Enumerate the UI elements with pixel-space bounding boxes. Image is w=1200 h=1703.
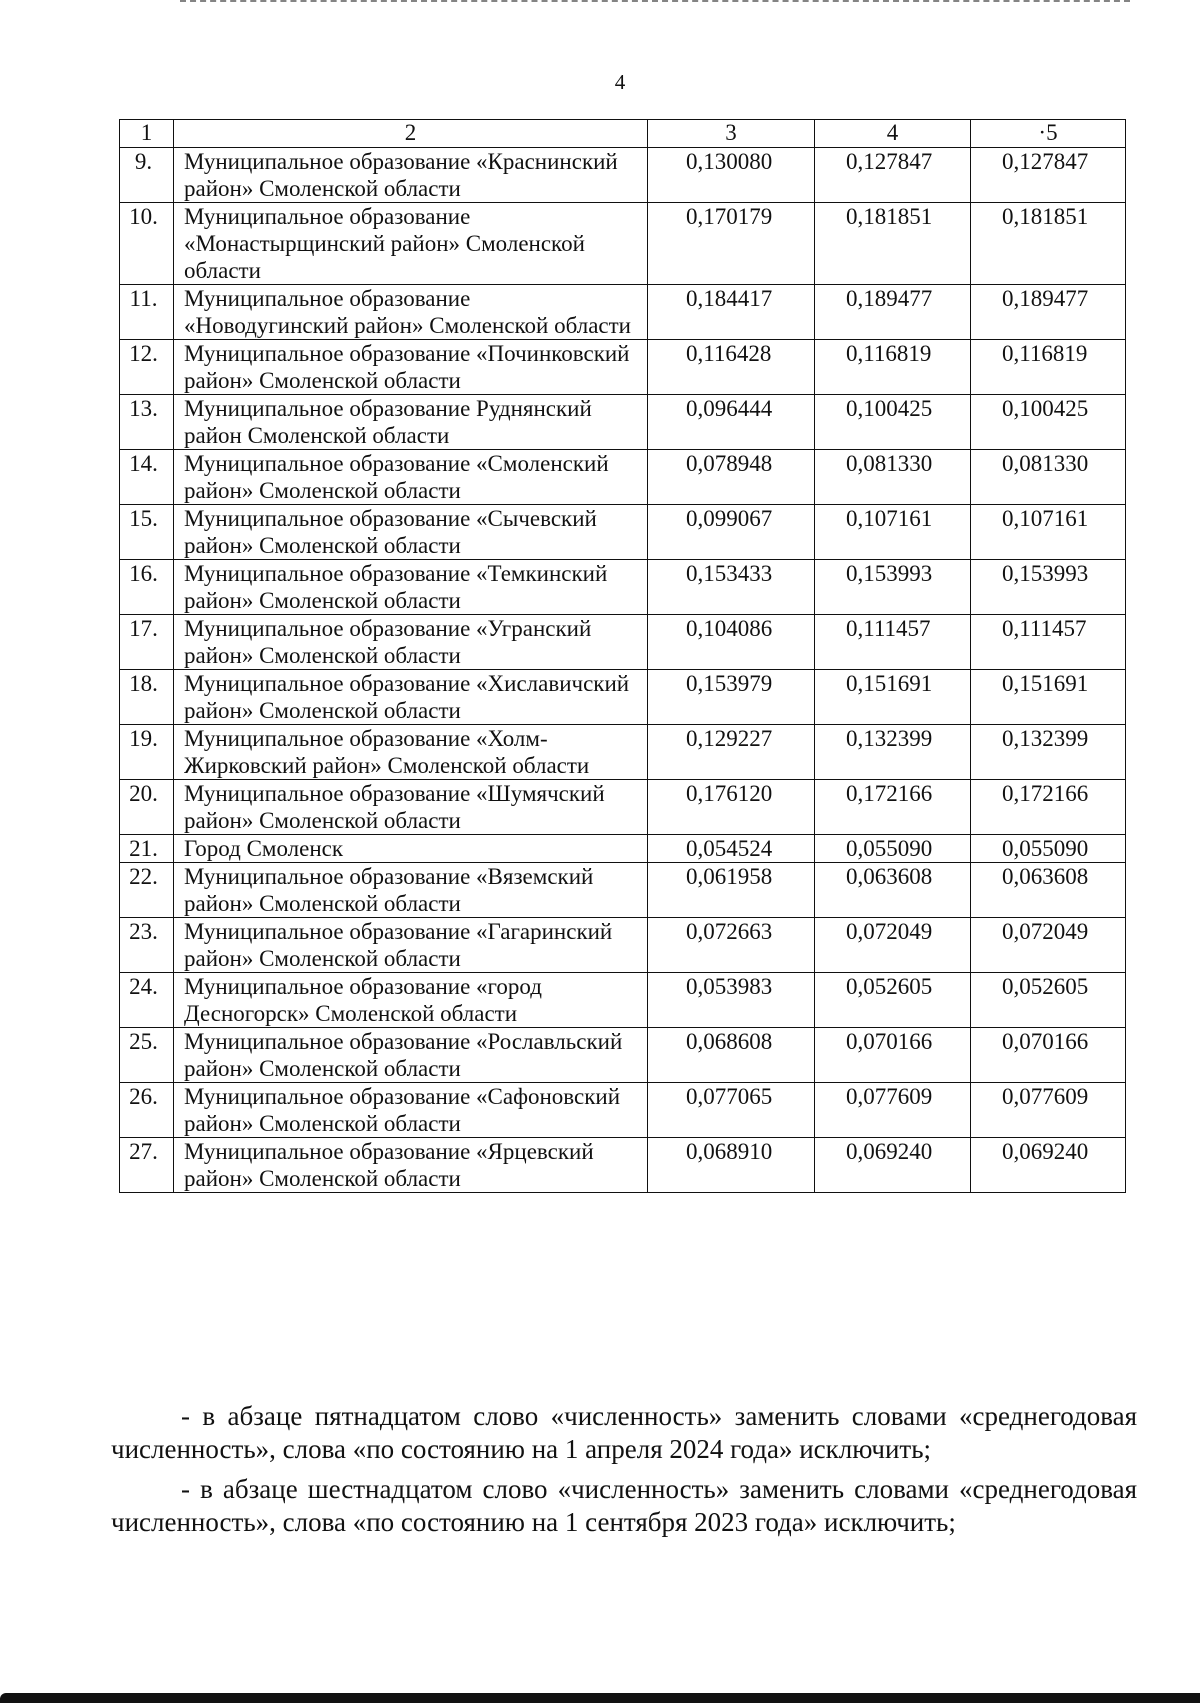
municipality-name-cell: Муниципальное образование «город Десногорск» Смоленской области [174, 973, 648, 1028]
row-number-cell: 13. [120, 395, 174, 450]
value-col4-cell: 0,055090 [815, 835, 971, 863]
value-col4-cell: 0,069240 [815, 1138, 971, 1193]
row-number-cell: 21. [120, 835, 174, 863]
value-col5-cell: 0,189477 [971, 285, 1126, 340]
value-col4-cell: 0,153993 [815, 560, 971, 615]
municipality-name-cell: Муниципальное образование «Новодугинский район» Смоленской области [174, 285, 648, 340]
value-col3-cell: 0,153433 [648, 560, 815, 615]
value-col5-cell: 0,070166 [971, 1028, 1126, 1083]
value-col3-cell: 0,170179 [648, 203, 815, 285]
value-col5-cell: 0,116819 [971, 340, 1126, 395]
row-number-cell: 22. [120, 863, 174, 918]
table-row [120, 148, 1126, 203]
header-cell-3: 3 [648, 120, 815, 148]
value-col5-cell: 0,052605 [971, 973, 1126, 1028]
table-header-row [120, 120, 1126, 148]
row-number-cell: 11. [120, 285, 174, 340]
value-col4-cell: 0,151691 [815, 670, 971, 725]
table-row [120, 560, 1126, 615]
municipality-name-cell: Муниципальное образование «Монастырщинский район» Смоленской области [174, 203, 648, 285]
table-row [120, 505, 1126, 560]
row-number-cell: 17. [120, 615, 174, 670]
value-col4-cell: 0,189477 [815, 285, 971, 340]
municipality-name-cell: Муниципальное образование «Темкинский район» Смоленской области [174, 560, 648, 615]
value-col4-cell: 0,116819 [815, 340, 971, 395]
value-col5-cell: 0,100425 [971, 395, 1126, 450]
table-row [120, 670, 1126, 725]
value-col3-cell: 0,130080 [648, 148, 815, 203]
municipality-name-cell: Муниципальное образование «Сафоновский район» Смоленской области [174, 1083, 648, 1138]
paragraph-amendment-15: - в абзаце пятнадцатом слово «численность» заменить словами «среднегодовая численность», слова «по состоянию на 1 апреля 2024 года» исключить; [111, 1401, 1137, 1464]
row-number-cell: 25. [120, 1028, 174, 1083]
value-col5-cell: 0,081330 [971, 450, 1126, 505]
row-number-cell: 14. [120, 450, 174, 505]
municipality-name-cell: Муниципальное образование «Шумячский район» Смоленской области [174, 780, 648, 835]
municipality-name-cell: Муниципальное образование Руднянский район Смоленской области [174, 395, 648, 450]
value-col3-cell: 0,129227 [648, 725, 815, 780]
municipality-name-cell: Муниципальное образование «Рославльский район» Смоленской области [174, 1028, 648, 1083]
value-col3-cell: 0,072663 [648, 918, 815, 973]
municipality-name-cell: Город Смоленск [174, 835, 648, 863]
value-col3-cell: 0,077065 [648, 1083, 815, 1138]
header-cell-5: ·5 [971, 120, 1126, 148]
row-number-cell: 16. [120, 560, 174, 615]
value-col3-cell: 0,099067 [648, 505, 815, 560]
row-number-cell: 24. [120, 973, 174, 1028]
value-col4-cell: 0,111457 [815, 615, 971, 670]
municipality-name-cell: Муниципальное образование «Гагаринский район» Смоленской области [174, 918, 648, 973]
table-row [120, 863, 1126, 918]
value-col4-cell: 0,127847 [815, 148, 971, 203]
municipality-name-cell: Муниципальное образование «Починковский район» Смоленской области [174, 340, 648, 395]
value-col4-cell: 0,081330 [815, 450, 971, 505]
value-col4-cell: 0,172166 [815, 780, 971, 835]
value-col4-cell: 0,070166 [815, 1028, 971, 1083]
value-col4-cell: 0,063608 [815, 863, 971, 918]
value-col5-cell: 0,181851 [971, 203, 1126, 285]
table-row [120, 450, 1126, 505]
table-row [120, 918, 1126, 973]
table-row [120, 395, 1126, 450]
value-col5-cell: 0,077609 [971, 1083, 1126, 1138]
row-number-cell: 18. [120, 670, 174, 725]
value-col4-cell: 0,181851 [815, 203, 971, 285]
value-col4-cell: 0,100425 [815, 395, 971, 450]
municipality-name-cell: Муниципальное образование «Краснинский район» Смоленской области [174, 148, 648, 203]
paragraph-amendment-16: - в абзаце шестнадцатом слово «численность» заменить словами «среднегодовая численность», слова «по состоянию на 1 сентября 2023 года» исключить; [111, 1474, 1137, 1537]
scan-artifact-top [180, 0, 1130, 6]
table-row [120, 780, 1126, 835]
table-row [120, 285, 1126, 340]
table-row [120, 340, 1126, 395]
municipality-name-cell: Муниципальное образование «Угранский район» Смоленской области [174, 615, 648, 670]
municipality-name-cell: Муниципальное образование «Холм-Жирковский район» Смоленской области [174, 725, 648, 780]
row-number-cell: 19. [120, 725, 174, 780]
municipality-name-cell: Муниципальное образование «Смоленский район» Смоленской области [174, 450, 648, 505]
value-col4-cell: 0,132399 [815, 725, 971, 780]
table-row [120, 203, 1126, 285]
table-row [120, 835, 1126, 863]
value-col3-cell: 0,078948 [648, 450, 815, 505]
value-col3-cell: 0,061958 [648, 863, 815, 918]
municipality-name-cell: Муниципальное образование «Хиславичский район» Смоленской области [174, 670, 648, 725]
value-col4-cell: 0,052605 [815, 973, 971, 1028]
value-col5-cell: 0,153993 [971, 560, 1126, 615]
table-row [120, 973, 1126, 1028]
table-row [120, 725, 1126, 780]
scan-artifact-bottom [0, 1693, 1200, 1703]
row-number-cell: 12. [120, 340, 174, 395]
table-row [120, 1028, 1126, 1083]
value-col5-cell: 0,055090 [971, 835, 1126, 863]
value-col3-cell: 0,176120 [648, 780, 815, 835]
row-number-cell: 27. [120, 1138, 174, 1193]
row-number-cell: 10. [120, 203, 174, 285]
row-number-cell: 20. [120, 780, 174, 835]
value-col4-cell: 0,077609 [815, 1083, 971, 1138]
value-col4-cell: 0,072049 [815, 918, 971, 973]
header-cell-2: 2 [174, 120, 648, 148]
value-col3-cell: 0,096444 [648, 395, 815, 450]
table-row [120, 1083, 1126, 1138]
header-cell-4: 4 [815, 120, 971, 148]
row-number-cell: 15. [120, 505, 174, 560]
row-number-cell: 26. [120, 1083, 174, 1138]
value-col3-cell: 0,104086 [648, 615, 815, 670]
value-col5-cell: 0,132399 [971, 725, 1126, 780]
value-col5-cell: 0,111457 [971, 615, 1126, 670]
value-col5-cell: 0,069240 [971, 1138, 1126, 1193]
value-col3-cell: 0,054524 [648, 835, 815, 863]
value-col3-cell: 0,153979 [648, 670, 815, 725]
table-row [120, 1138, 1126, 1193]
page-number: 4 [614, 70, 626, 94]
municipality-name-cell: Муниципальное образование «Вяземский район» Смоленской области [174, 863, 648, 918]
value-col5-cell: 0,063608 [971, 863, 1126, 918]
value-col4-cell: 0,107161 [815, 505, 971, 560]
value-col5-cell: 0,107161 [971, 505, 1126, 560]
row-number-cell: 23. [120, 918, 174, 973]
coefficients-table [119, 119, 1126, 1193]
value-col5-cell: 0,127847 [971, 148, 1126, 203]
value-col5-cell: 0,172166 [971, 780, 1126, 835]
value-col3-cell: 0,116428 [648, 340, 815, 395]
value-col3-cell: 0,068608 [648, 1028, 815, 1083]
table-row [120, 615, 1126, 670]
value-col5-cell: 0,151691 [971, 670, 1126, 725]
row-number-cell: 9. [120, 148, 174, 203]
value-col3-cell: 0,184417 [648, 285, 815, 340]
value-col3-cell: 0,068910 [648, 1138, 815, 1193]
municipality-name-cell: Муниципальное образование «Сычевский район» Смоленской области [174, 505, 648, 560]
municipality-name-cell: Муниципальное образование «Ярцевский район» Смоленской области [174, 1138, 648, 1193]
header-cell-1: 1 [120, 120, 174, 148]
value-col3-cell: 0,053983 [648, 973, 815, 1028]
value-col5-cell: 0,072049 [971, 918, 1126, 973]
